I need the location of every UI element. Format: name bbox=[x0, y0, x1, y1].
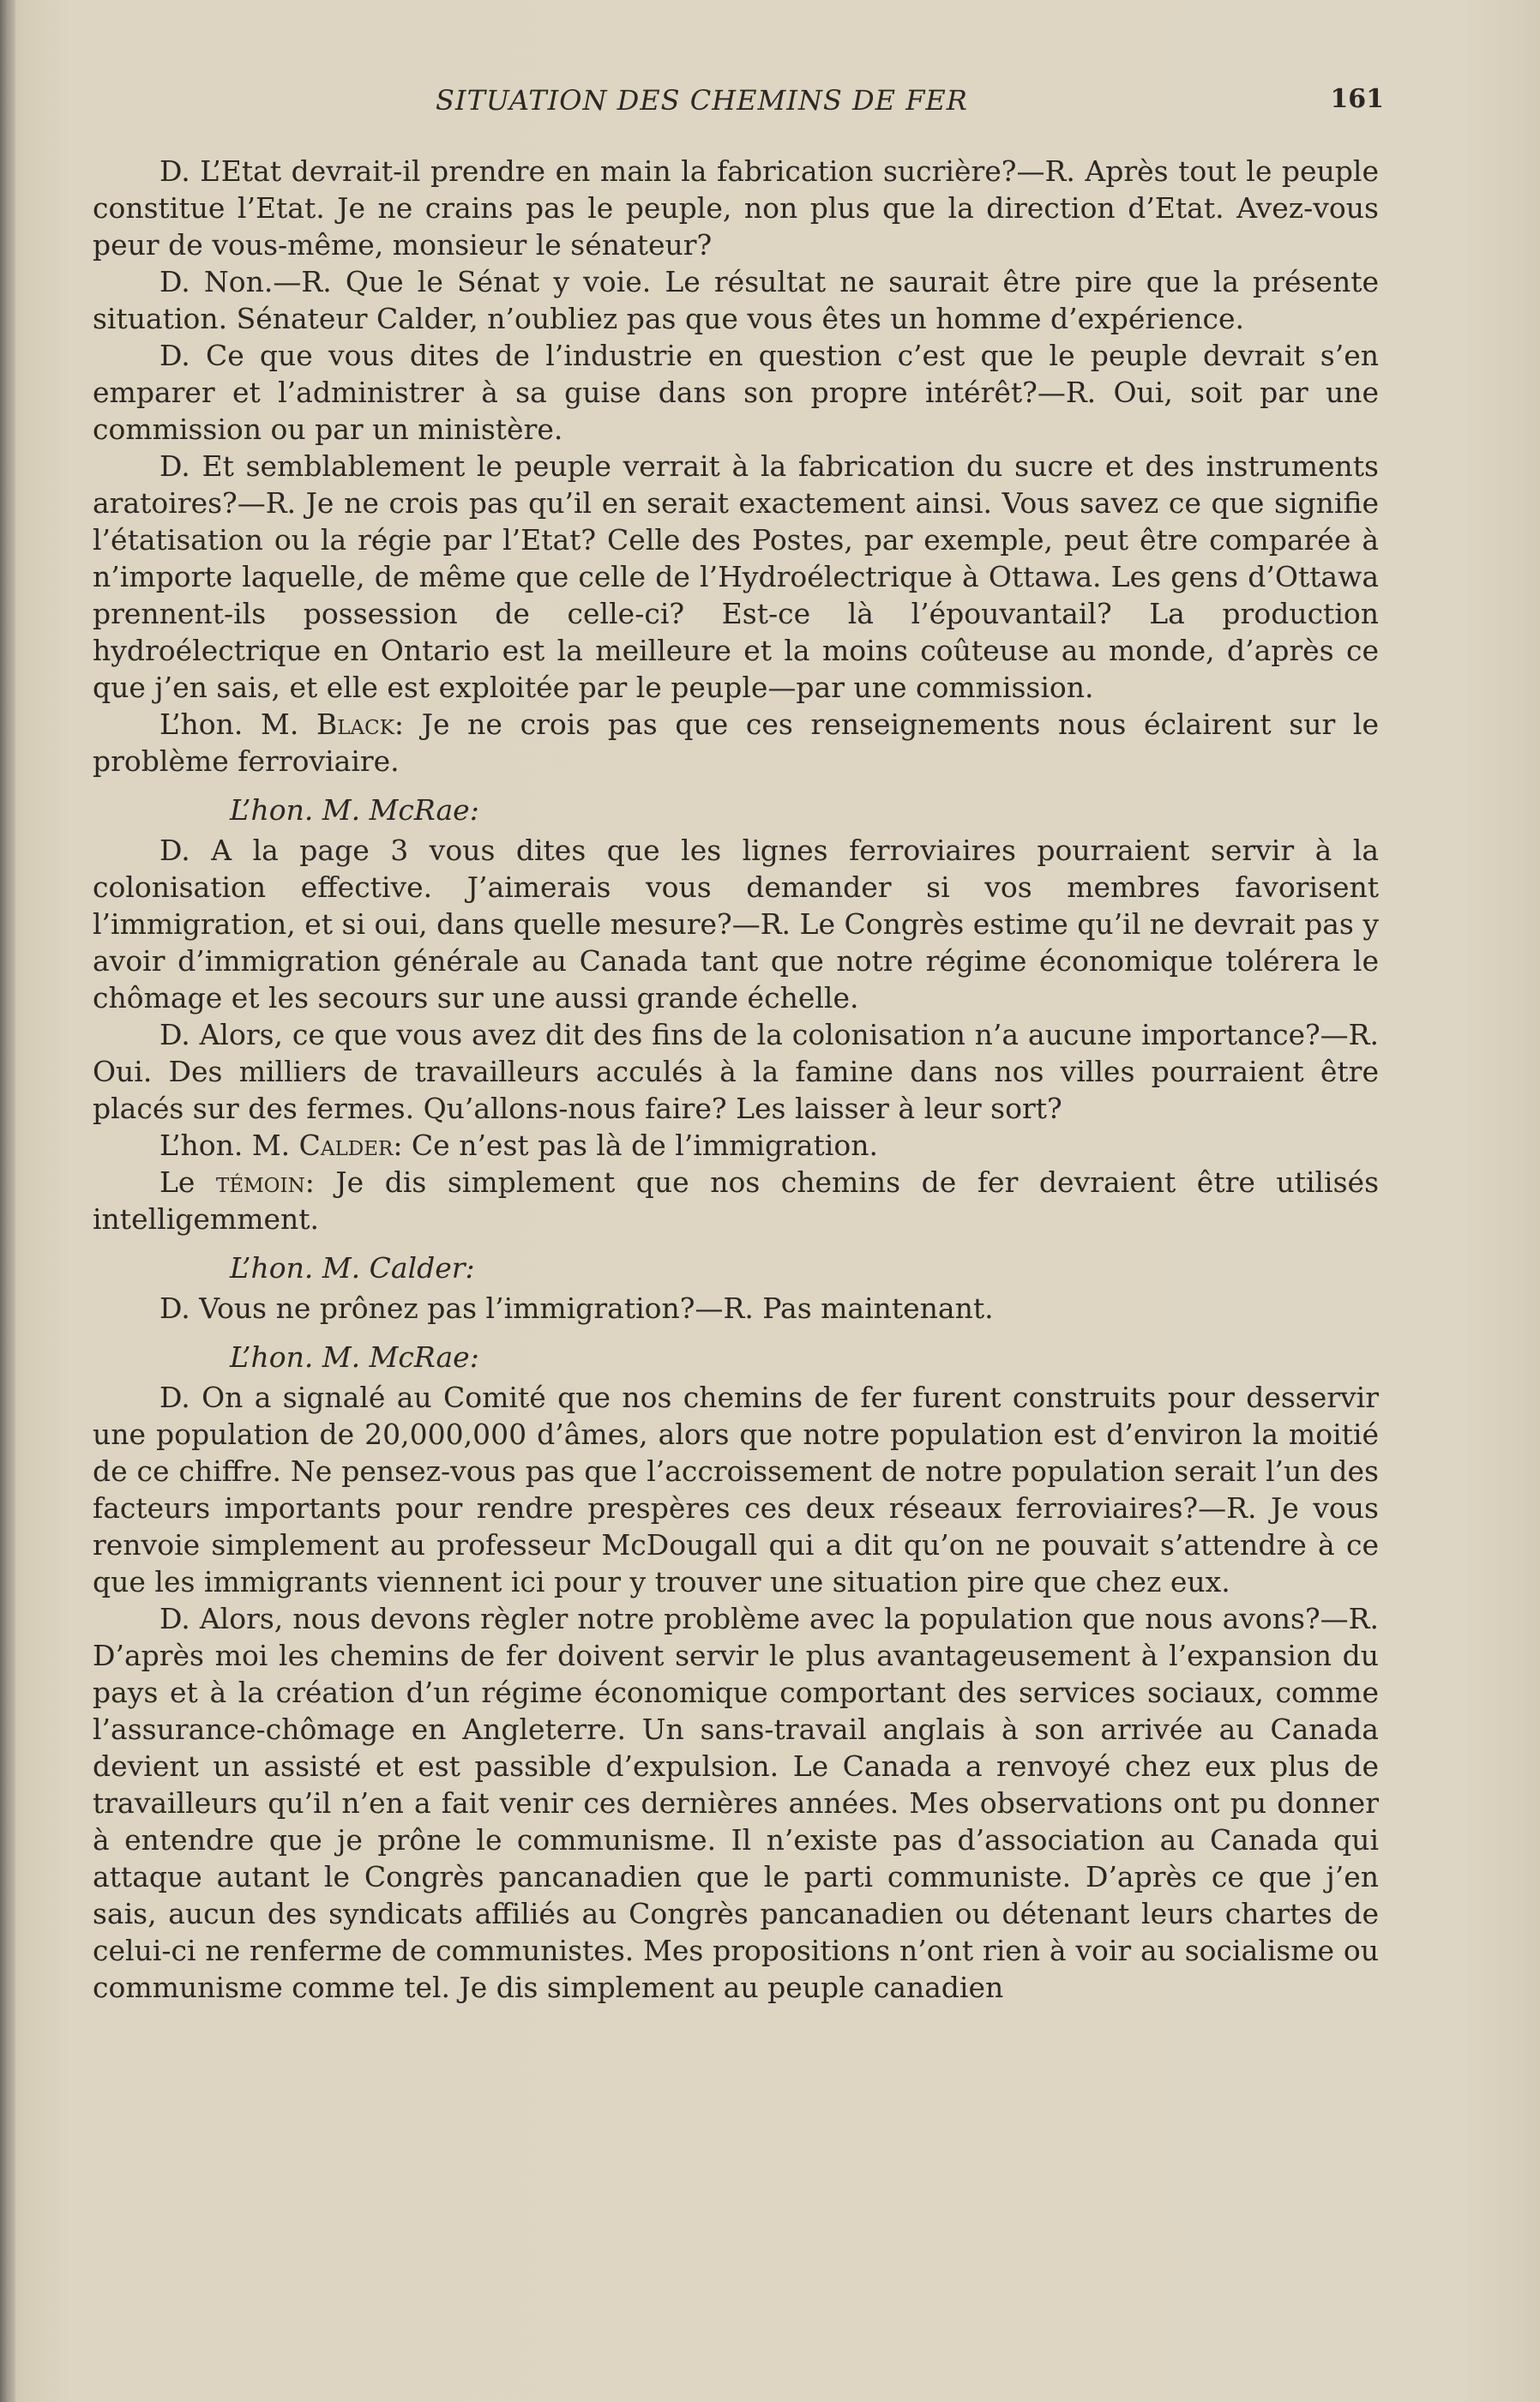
paragraph: D. Non.—R. Que le Sénat y voie. Le résultat ne saurait être pire que la présente situation. Sénateur Calder, n’oubliez pas que vous êtes un homme d’expérience. bbox=[93, 265, 1379, 335]
speaker-heading: L’hon. M. McRae: bbox=[230, 1340, 479, 1374]
paragraph: D. A la page 3 vous dites que les lignes ferroviaires pourraient servir à la colonisation effective. J’aimerais vous demander si vos membres favorisent l’immigration, et si oui, dans quelle mesure?—R. Le Congrès estime qu’il ne devrait pas y avoir d’immigration générale au Canada tant que notre régime économique tolérera le chômage et les secours sur une aussi grande échelle. bbox=[93, 834, 1379, 1014]
page-number: 161 bbox=[1330, 84, 1384, 114]
speaker-name: Black bbox=[316, 707, 394, 741]
paragraph bbox=[93, 1127, 1379, 1164]
page-header bbox=[93, 84, 1384, 125]
paragraph: D. L’Etat devrait-il prendre en main la fabrication sucrière?—R. Après tout le peuple constitue l’Etat. Je ne crains pas le peuple, non plus que la direction d’Etat. Avez-vous peur de vous-même, monsieur le sénateur? bbox=[93, 154, 1379, 262]
paragraph: D. Alors, nous devons règler notre problème avec la population que nous avons?—R. D’après moi les chemins de fer doivent servir le plus avantageusement à l’expansion du pays et à la création d’un régime économique comportant des services sociaux, comme l’assurance-chômage en Angleterre. Un sans-travail anglais à son arrivée au Canada devient un assisté et est passible d’expulsion. Le Canada a renvoyé chez eux plus de travailleurs qu’il n’en a fait venir ces dernières années. Mes observations ont pu donner à entendre que je prône le communisme. Il n’existe pas d’association au Canada qui attaque autant le Congrès pancanadien que le parti communiste. D’après ce que j’en sais, aucun des syndicats affiliés au Congrès pancanadien ou détenant leurs chartes de celui-ci ne renferme de communistes. Mes propositions n’ont rien à voir au socialisme ou communisme comme tel. Je dis simplement au peuple canadien bbox=[93, 1602, 1379, 2004]
paragraph: D. Vous ne prônez pas l’immigration?—R. Pas maintenant. bbox=[159, 1291, 994, 1325]
speaker-heading: L’hon. M. Calder: bbox=[230, 1251, 475, 1285]
speaker-heading: L’hon. M. McRae: bbox=[230, 793, 479, 827]
running-title: SITUATION DES CHEMINS DE FER bbox=[436, 84, 968, 117]
paragraph: D. On a signalé au Comité que nos chemins de fer furent construits pour desservir une population de 20,000,000 d’âmes, alors que notre population est d’environ la moitié de ce chiffre. Ne pensez-vous pas que l’accroissement de notre population serait l’un des facteurs importants pour rendre prespères ces deux réseaux ferroviaires?—R. Je vous renvoie simplement au professeur McDougall qui a dit qu’on ne pouvait s’attendre à ce que les immigrants viennent ici pour y trouver une situation pire que chez eux. bbox=[93, 1381, 1379, 1598]
paragraph: D. Ce que vous dites de l’industrie en question c’est que le peuple devrait s’en emparer et l’administrer à sa guise dans son propre intérêt?—R. Oui, soit par une commission ou par un ministère. bbox=[93, 339, 1379, 446]
speaker-prefix: L’hon. M. bbox=[159, 707, 316, 741]
paragraph-text: : Je ne crois pas que ces renseignements nous éclairent sur le problème ferroviaire. bbox=[93, 707, 1379, 778]
speaker-name: Calder bbox=[298, 1129, 394, 1162]
page-body bbox=[93, 153, 1379, 2006]
speaker-name: témoin bbox=[216, 1165, 305, 1199]
paragraph-text: : Ce n’est pas là de l’immigration. bbox=[393, 1129, 878, 1162]
paragraph-text: : Je dis simplement que nos chemins de fer devraient être utilisés intelligemment. bbox=[93, 1165, 1380, 1236]
speaker-prefix: Le bbox=[159, 1165, 216, 1199]
paragraph bbox=[93, 706, 1379, 780]
speaker-prefix: L’hon. M. bbox=[159, 1129, 299, 1162]
paragraph bbox=[93, 1164, 1379, 1237]
page-binding-edge bbox=[0, 0, 15, 2402]
paragraph: D. Et semblablement le peuple verrait à la fabrication du sucre et des instruments aratoires?—R. Je ne crois pas qu’il en serait exactement ainsi. Vous savez ce que signifie l’étatisation ou la régie par l’Etat? Celle des Postes, par exemple, peut être comparée à n’importe laquelle, de même que celle de l’Hydroélectrique à Ottawa. Les gens d’Ottawa prennent-ils possession de celle-ci? Est-ce là l’épouvantail? La production hydroélectrique en Ontario est la meilleure et la moins coûteuse au monde, d’après ce que j’en sais, et elle est exploitée par le peuple—par une commission. bbox=[93, 449, 1379, 704]
paragraph: D. Alors, ce que vous avez dit des fins de la colonisation n’a aucune importance?—R. Oui. Des milliers de travailleurs acculés à la famine dans nos villes pourraient être placés sur des fermes. Qu’allons-nous faire? Les laisser à leur sort? bbox=[93, 1018, 1379, 1125]
